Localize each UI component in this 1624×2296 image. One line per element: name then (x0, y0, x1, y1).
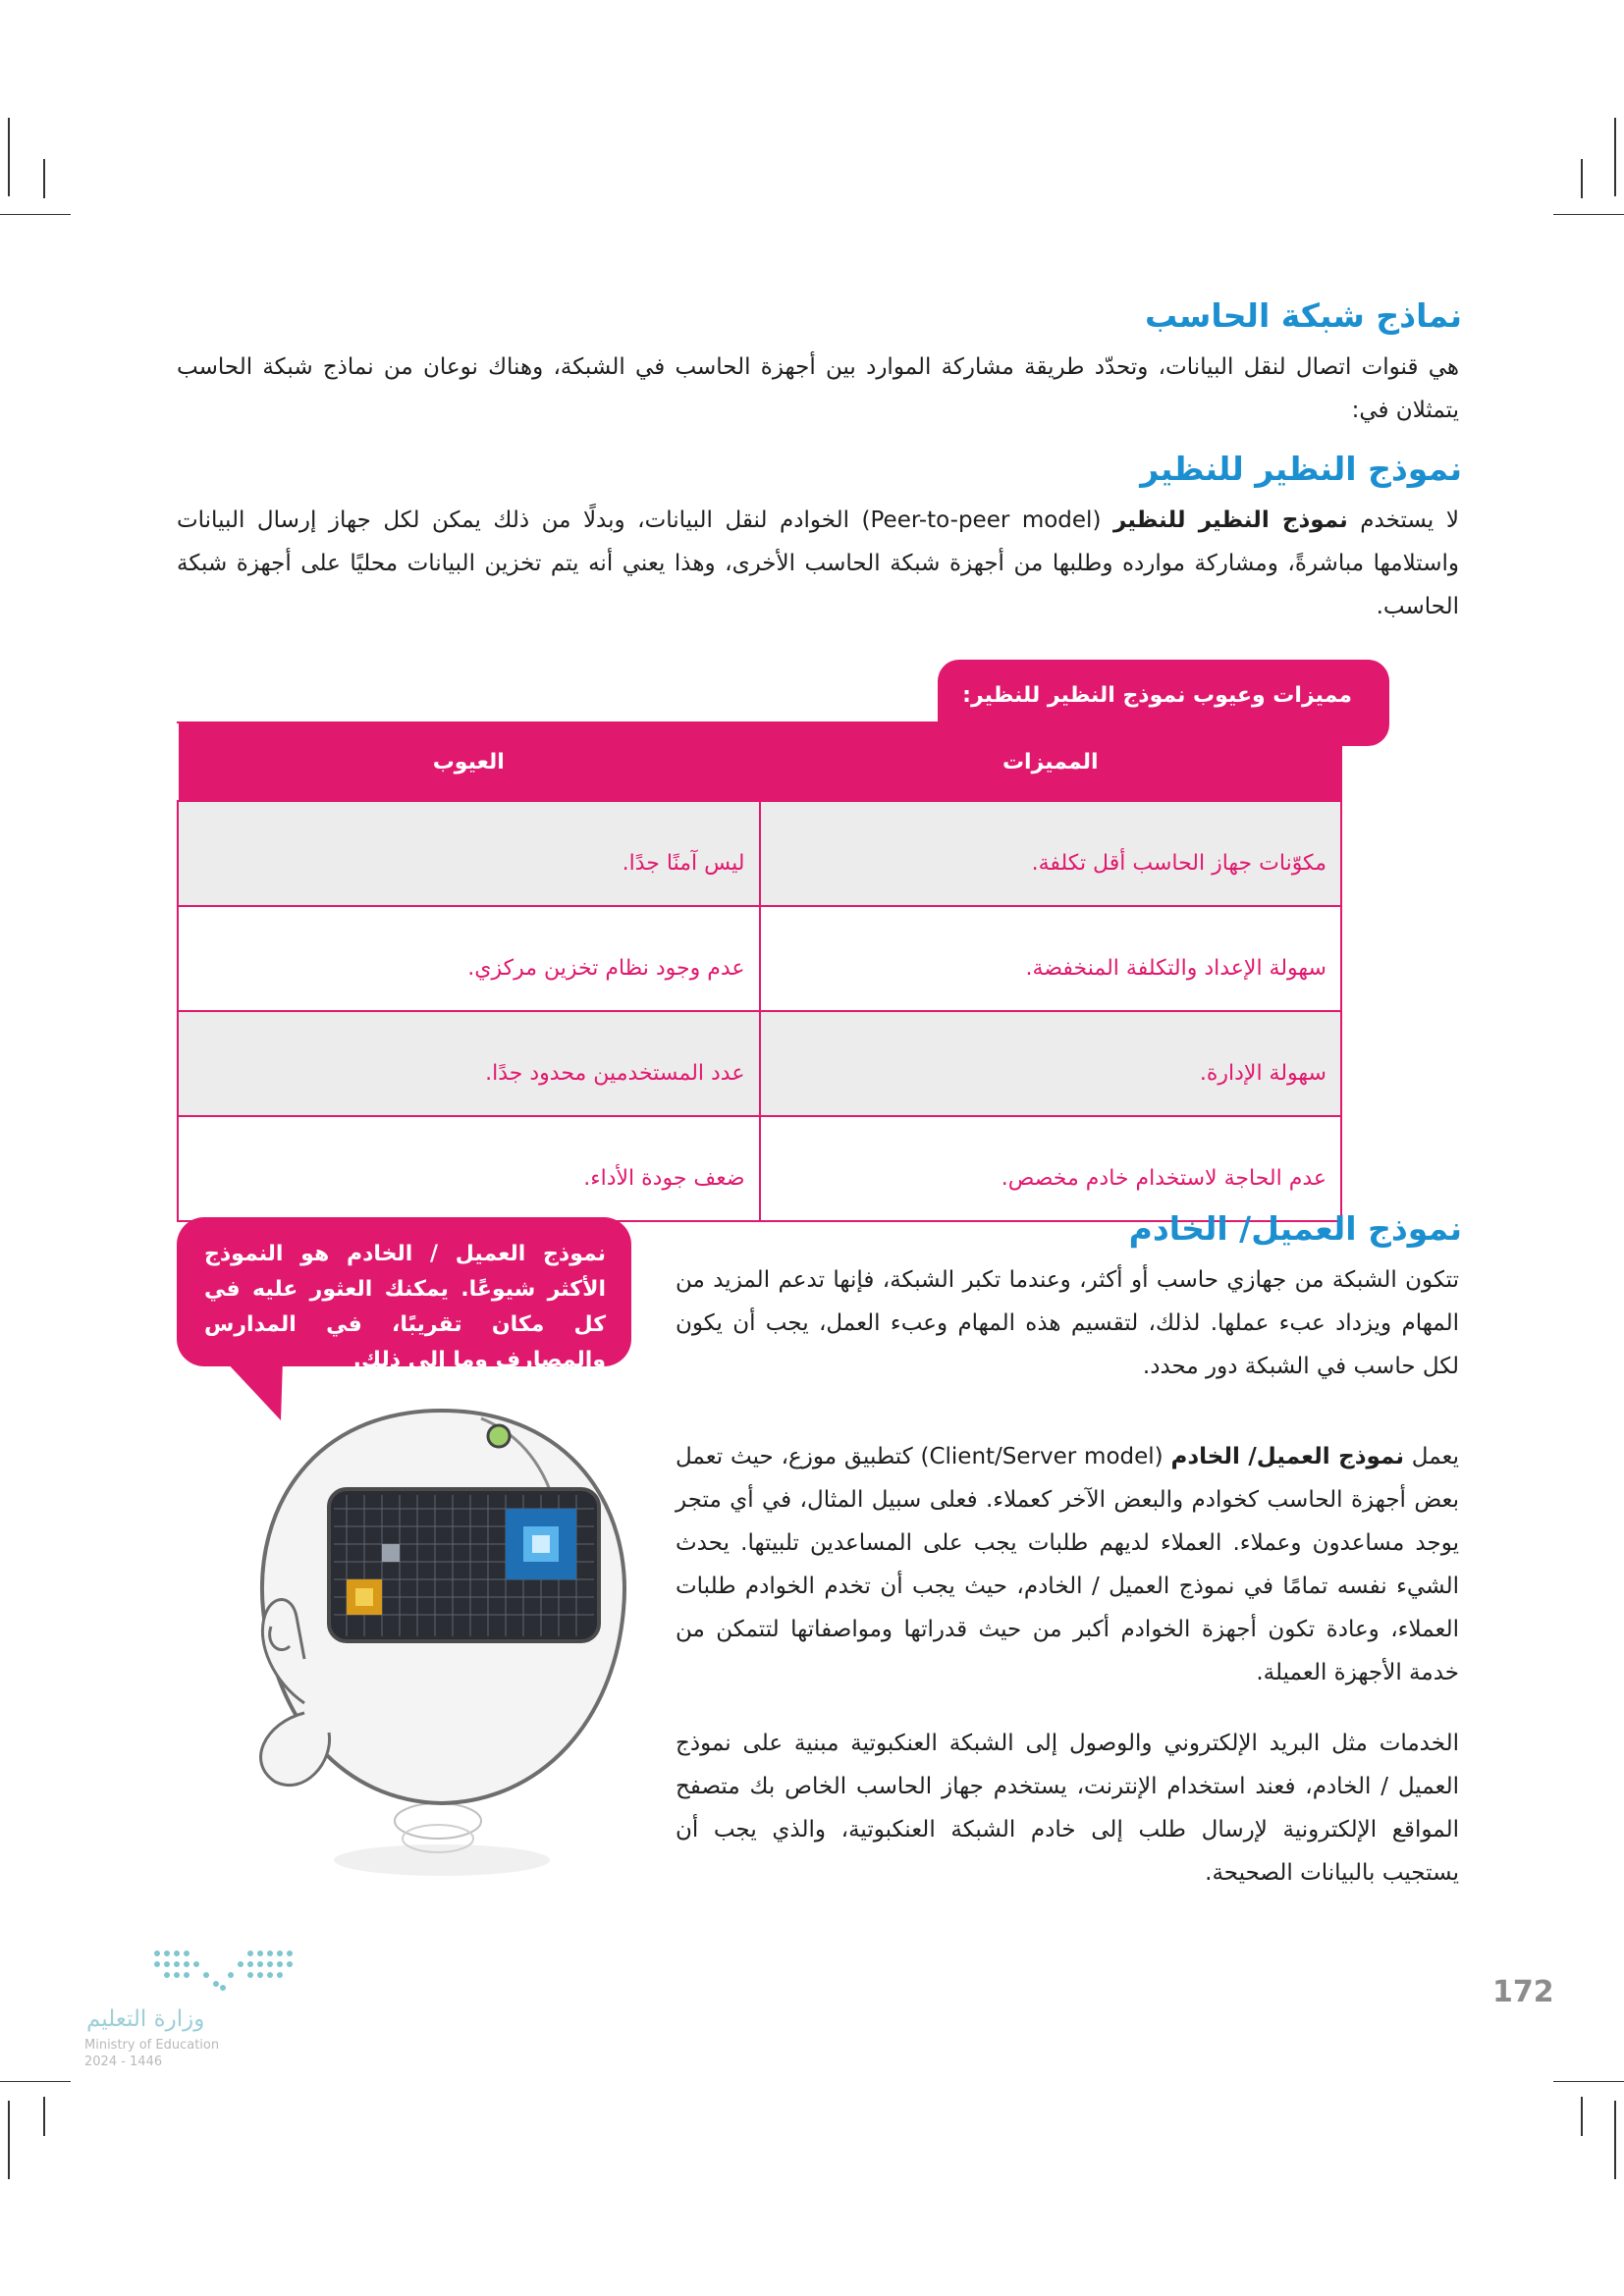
disadvantage-cell: ليس آمنًا جدًا. (178, 801, 760, 906)
table-row (178, 1116, 1341, 1221)
crop-mark (8, 118, 10, 196)
crop-mark (1581, 159, 1583, 198)
cs-term: نموذج العميل/ الخادم (1170, 1444, 1404, 1469)
col-header-disadvantages: العيوب (178, 722, 760, 801)
cs-text-after: (Client/Server model) كتطبيق موزع، حيث تعمل بعض أجهزة الحاسب كخوادم والبعض الآخر كعملاء. فعلى سبيل المثال، في أي متجر يوجد مساعدون وعملاء. العملاء لديهم طلبات يجب على المساعدين تلبيتها. يحدث الشيء نفسه تمامًا في نموذج العميل / الخادم، حيث يجب أن تخدم الخوادم طلبات العملاء، وعادة تكون أجهزة الخوادم أكبر من حيث قدراتها ومواصفاتها لتتمكن من خدمة الأجهزة العميلة. (676, 1444, 1459, 1685)
crop-mark (1614, 2101, 1616, 2179)
cs-text-before: يعمل (1403, 1444, 1460, 1469)
page-number: 172 (1492, 1975, 1554, 2009)
crop-mark (1581, 2097, 1583, 2136)
crop-mark (1553, 2081, 1624, 2082)
crop-mark (43, 159, 45, 198)
col-header-advantages: المميزات (760, 722, 1342, 801)
client-server-p2 (676, 1435, 1459, 1694)
robot-illustration (236, 1399, 658, 1880)
client-server-p3: الخدمات مثل البريد الإلكتروني والوصول إلى الشبكة العنكبوتية مبنية على نموذج العميل / الخادم، فعند استخدام الإنترنت، يستخدم جهاز الحاسب الخاص بك متصفح المواقع الإلكترونية لإرسال طلب إلى خادم الشبكة العنكبوتية، والذي يجب أن يستجيب بالبيانات الصحيحة. (676, 1731, 1459, 1886)
crop-mark (0, 2081, 71, 2082)
table-row (178, 906, 1341, 1011)
advantage-cell: سهولة الإدارة. (760, 1011, 1342, 1116)
p2p-term: نموذج النظير للنظير (1112, 507, 1348, 533)
advantage-cell: سهولة الإعداد والتكلفة المنخفضة. (760, 906, 1342, 1011)
disadvantage-cell: عدد المستخدمين محدود جدًا. (178, 1011, 760, 1116)
ministry-name-ar: وزارة التعليم (86, 2006, 205, 2032)
crop-mark (0, 214, 71, 215)
client-server-p1: تتكون الشبكة من جهازي حاسب أو أكثر، وعندما تكبر الشبكة، فإنها تدعم المزيد من المهام ويزداد عبء عملها. لذلك، لتقسيم هذه المهام وعبء العمل، يجب أن يكون لكل حاسب في الشبكة دور محدد. (676, 1267, 1459, 1379)
disadvantage-cell: عدم وجود نظام تخزين مركزي. (178, 906, 760, 1011)
p2p-text-after: (Peer-to-peer model) الخوادم لنقل البيانات، وبدلًا من ذلك يمكن لكل جهاز إرسال البيانات واستلامها مباشرةً، ومشاركة موارده وطلبها من أجهزة شبكة الحاسب الأخرى، وهذا يعني أنه يتم تخزين البيانات محليًا على أجهزة شبكة الحاسب. (177, 507, 1459, 619)
crop-mark (8, 2101, 10, 2179)
p2p-text-before: لا يستخدم (1347, 507, 1459, 533)
advantage-cell: عدم الحاجة لاستخدام خادم مخصص. (760, 1116, 1342, 1221)
table-caption: مميزات وعيوب نموذج النظير للنظير: (962, 683, 1352, 708)
bubble-text: نموذج العميل / الخادم هو النموذج الأكثر شيوعًا. يمكنك العثور عليه في كل مكان تقريبًا، في المدارس والمصارف وما إلى ذلك. (204, 1242, 606, 1372)
advantage-cell: مكوّنات جهاز الحاسب أقل تكلفة. (760, 801, 1342, 906)
crop-mark (1553, 214, 1624, 215)
table-row (178, 1011, 1341, 1116)
ministry-logo-icon (152, 1949, 295, 1998)
crop-mark (1614, 118, 1616, 196)
p2p-title: نموذج النظير للنظير (1140, 450, 1462, 488)
table-row (178, 801, 1341, 906)
edition-year: 2024 - 1446 (84, 2055, 163, 2069)
section-title: نماذج شبكة الحاسب (1145, 296, 1462, 335)
p2p-paragraph (177, 499, 1459, 628)
pros-cons-table (177, 721, 1342, 1222)
ministry-name-en: Ministry of Education (84, 2038, 220, 2053)
client-server-title: نموذج العميل/ الخادم (1128, 1209, 1462, 1248)
disadvantage-cell: ضعف جودة الأداء. (178, 1116, 760, 1221)
section-intro: هي قنوات اتصال لنقل البيانات، وتحدّد طريقة مشاركة الموارد بين أجهزة الحاسب في الشبكة، وهناك نوعان من نماذج شبكة الحاسب يتمثلان في: (177, 354, 1459, 423)
crop-mark (43, 2097, 45, 2136)
speech-bubble (177, 1217, 631, 1372)
